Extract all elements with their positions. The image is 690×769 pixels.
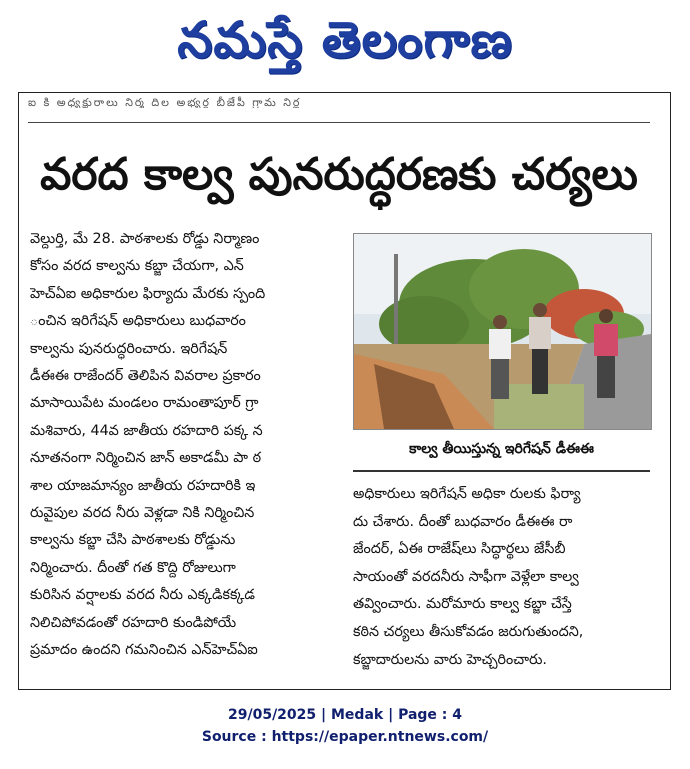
- text-line: కోసం వరద కాల్వను కబ్జా చేయగా, ఎన్: [30, 258, 244, 275]
- text-line: ంచిన ఇరిగేషన్ అధికారులు బుధవారం: [30, 313, 246, 330]
- clipping-footer: [0, 704, 690, 748]
- divider-rule: [28, 122, 650, 123]
- text-line: మాసాయిపేట మండలం రామంతాపూర్ గ్రా: [30, 395, 259, 412]
- text-line: జేందర్, ఏఈ రాజేష్‌లు సిద్ధార్థలు జేసీబీ: [353, 541, 566, 558]
- text-line: సాయంతో వరదనీరు సాఫీగా వెళ్లేలా కాల్వ: [353, 568, 579, 585]
- article-right-column: [353, 481, 650, 681]
- text-line: కఠిన చర్యలు తీసుకోవడం జరుగుతుందని,: [353, 623, 584, 640]
- text-line: రువైపుల వరద నీరు వెళ్లడా నికి నిర్మించిన: [30, 505, 255, 522]
- news-photo: [353, 233, 652, 430]
- text-line: నిర్మించారు. దీంతో గత కొద్ది రోజులుగా: [30, 559, 236, 576]
- photo-illustration: [354, 234, 651, 429]
- text-line: శాల యాజమాన్యం జాతీయ రహదారికి ఇ: [30, 477, 256, 494]
- text-line: కబ్జాదారులను వారు హెచ్చరించారు.: [353, 651, 547, 668]
- caption-rule: [353, 470, 650, 472]
- text-line: దు చేశారు. దీంతో బుధవారం డీఈఈ రా: [353, 513, 573, 530]
- text-line: నూతనంగా నిర్మించిన జాన్ అకాడమీ పా ఠ: [30, 450, 262, 467]
- newspaper-logo: నమస్తే తెలంగాణ: [177, 11, 513, 69]
- date-edition-page: 29/05/2025 | Medak | Page : 4: [227, 707, 463, 723]
- photo-caption: కాల్వ తీయిస్తున్న ఇరిగేషన్ డీఈఈ: [409, 441, 594, 457]
- text-line: అధికారులు ఇరిగేషన్ అధికా రులకు ఫిర్యా: [353, 486, 581, 502]
- text-line: డీఈఈ రాజేందర్ తెలిపిన వివరాల ప్రకారం: [30, 368, 261, 385]
- text-line: కురిసిన వర్షాలకు వరద నీరు ఎక్కడికక్కడ: [30, 587, 255, 604]
- text-line: ప్రమాదం ఉందని గమనించిన ఎన్‌హెచ్‌ఏఐ: [30, 642, 258, 659]
- text-line: వెల్దుర్తి, మే 28. పాఠశాలకు రోడ్డు నిర్మాణం: [30, 231, 260, 247]
- text-line: మశివారు, 44వ జాతీయ రహదారి పక్క న: [30, 422, 263, 439]
- article-headline: వరద కాల్వ పునరుద్ధరణకు చర్యలు: [40, 149, 638, 200]
- text-line: కాల్వను కబ్జా చేసి పాఠశాలకు రోడ్డును: [30, 532, 236, 549]
- masthead: [0, 4, 690, 76]
- source-line: Source : https://epaper.ntnews.com/: [201, 729, 489, 745]
- article-left-column: [30, 226, 348, 682]
- text-line: తవ్వించారు. మరోమారు కాల్వ కబ్జా చేస్తే: [353, 596, 572, 613]
- text-line: హెచ్‌ఏఐ అధికారుల ఫిర్యాదు మేరకు స్పంది: [30, 285, 266, 302]
- text-line: నిలిచిపోవడంతో రహదారి కుండిపోయే: [30, 614, 237, 631]
- text-line: కాల్వను పునరుద్ధరించారు. ఇరిగేషన్: [30, 340, 228, 357]
- cut-off-previous-line: ఐ కి అధ్యక్షురాలు నిర్మ దిల అభ్యర్థ బీజేపీ గ్రామ నిర్ణ: [28, 96, 302, 108]
